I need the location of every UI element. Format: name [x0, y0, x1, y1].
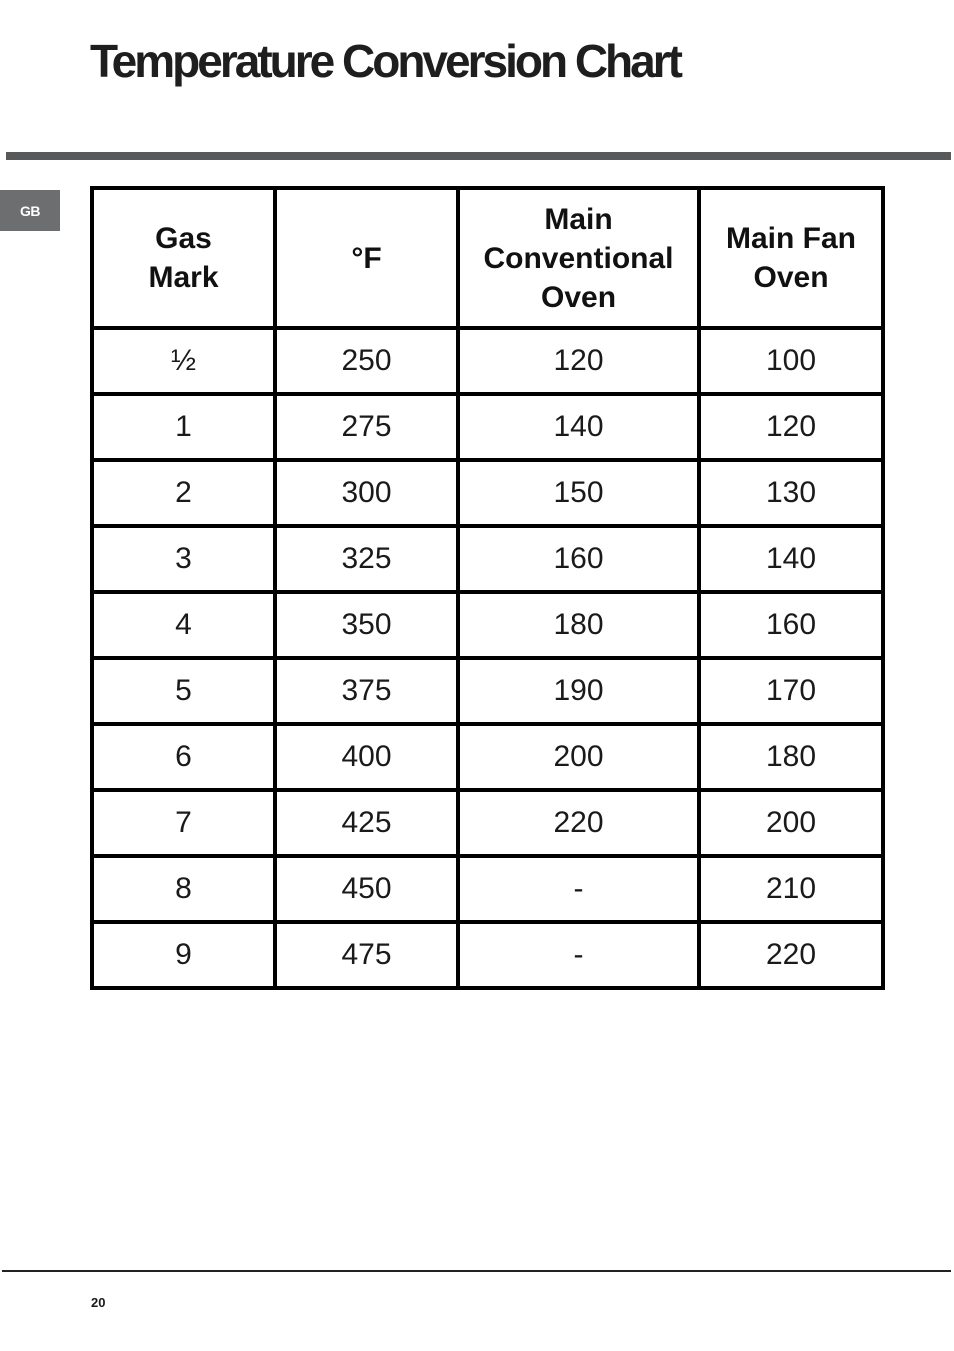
fan-oven-cell: 140	[699, 526, 883, 592]
conventional-oven-cell: 180	[458, 592, 699, 658]
fahrenheit-cell: 400	[275, 724, 458, 790]
fan-oven-cell: 160	[699, 592, 883, 658]
gas-mark-cell: 7	[92, 790, 275, 856]
temperature-conversion-table	[90, 186, 885, 990]
header-gas-mark: Gas Mark	[92, 188, 275, 328]
table-row	[92, 328, 883, 394]
header-main-conventional-oven: Main Conventional Oven	[458, 188, 699, 328]
header-fahrenheit: °F	[275, 188, 458, 328]
gas-mark-cell: 8	[92, 856, 275, 922]
gas-mark-cell: 2	[92, 460, 275, 526]
table-row	[92, 526, 883, 592]
conventional-oven-cell: 220	[458, 790, 699, 856]
conventional-oven-cell: -	[458, 922, 699, 988]
gas-mark-cell: 3	[92, 526, 275, 592]
table-row	[92, 460, 883, 526]
fahrenheit-cell: 325	[275, 526, 458, 592]
fahrenheit-cell: 425	[275, 790, 458, 856]
header-main-fan-oven: Main Fan Oven	[699, 188, 883, 328]
conventional-oven-cell: 150	[458, 460, 699, 526]
fahrenheit-cell: 475	[275, 922, 458, 988]
gas-mark-cell: 6	[92, 724, 275, 790]
table-row	[92, 592, 883, 658]
fan-oven-cell: 180	[699, 724, 883, 790]
fahrenheit-cell: 250	[275, 328, 458, 394]
table-row	[92, 724, 883, 790]
table-row	[92, 856, 883, 922]
page-number: 20	[91, 1295, 106, 1310]
conventional-oven-cell: 190	[458, 658, 699, 724]
gas-mark-cell: ½	[92, 328, 275, 394]
page-title: Temperature Conversion Chart	[90, 35, 680, 87]
fan-oven-cell: 100	[699, 328, 883, 394]
header-divider	[6, 152, 951, 160]
table-header-row	[92, 188, 883, 328]
gas-mark-cell: 5	[92, 658, 275, 724]
fahrenheit-cell: 350	[275, 592, 458, 658]
table-row	[92, 790, 883, 856]
gas-mark-cell: 1	[92, 394, 275, 460]
fan-oven-cell: 210	[699, 856, 883, 922]
fan-oven-cell: 170	[699, 658, 883, 724]
fahrenheit-cell: 375	[275, 658, 458, 724]
gas-mark-cell: 9	[92, 922, 275, 988]
fan-oven-cell: 220	[699, 922, 883, 988]
conventional-oven-cell: -	[458, 856, 699, 922]
conventional-oven-cell: 160	[458, 526, 699, 592]
language-tab: GB	[0, 190, 60, 231]
conventional-oven-cell: 200	[458, 724, 699, 790]
fahrenheit-cell: 275	[275, 394, 458, 460]
table-row	[92, 394, 883, 460]
fan-oven-cell: 200	[699, 790, 883, 856]
fahrenheit-cell: 450	[275, 856, 458, 922]
conventional-oven-cell: 140	[458, 394, 699, 460]
conventional-oven-cell: 120	[458, 328, 699, 394]
fan-oven-cell: 130	[699, 460, 883, 526]
table-row	[92, 658, 883, 724]
table-row	[92, 922, 883, 988]
fahrenheit-cell: 300	[275, 460, 458, 526]
footer-divider	[2, 1270, 951, 1272]
gas-mark-cell: 4	[92, 592, 275, 658]
fan-oven-cell: 120	[699, 394, 883, 460]
